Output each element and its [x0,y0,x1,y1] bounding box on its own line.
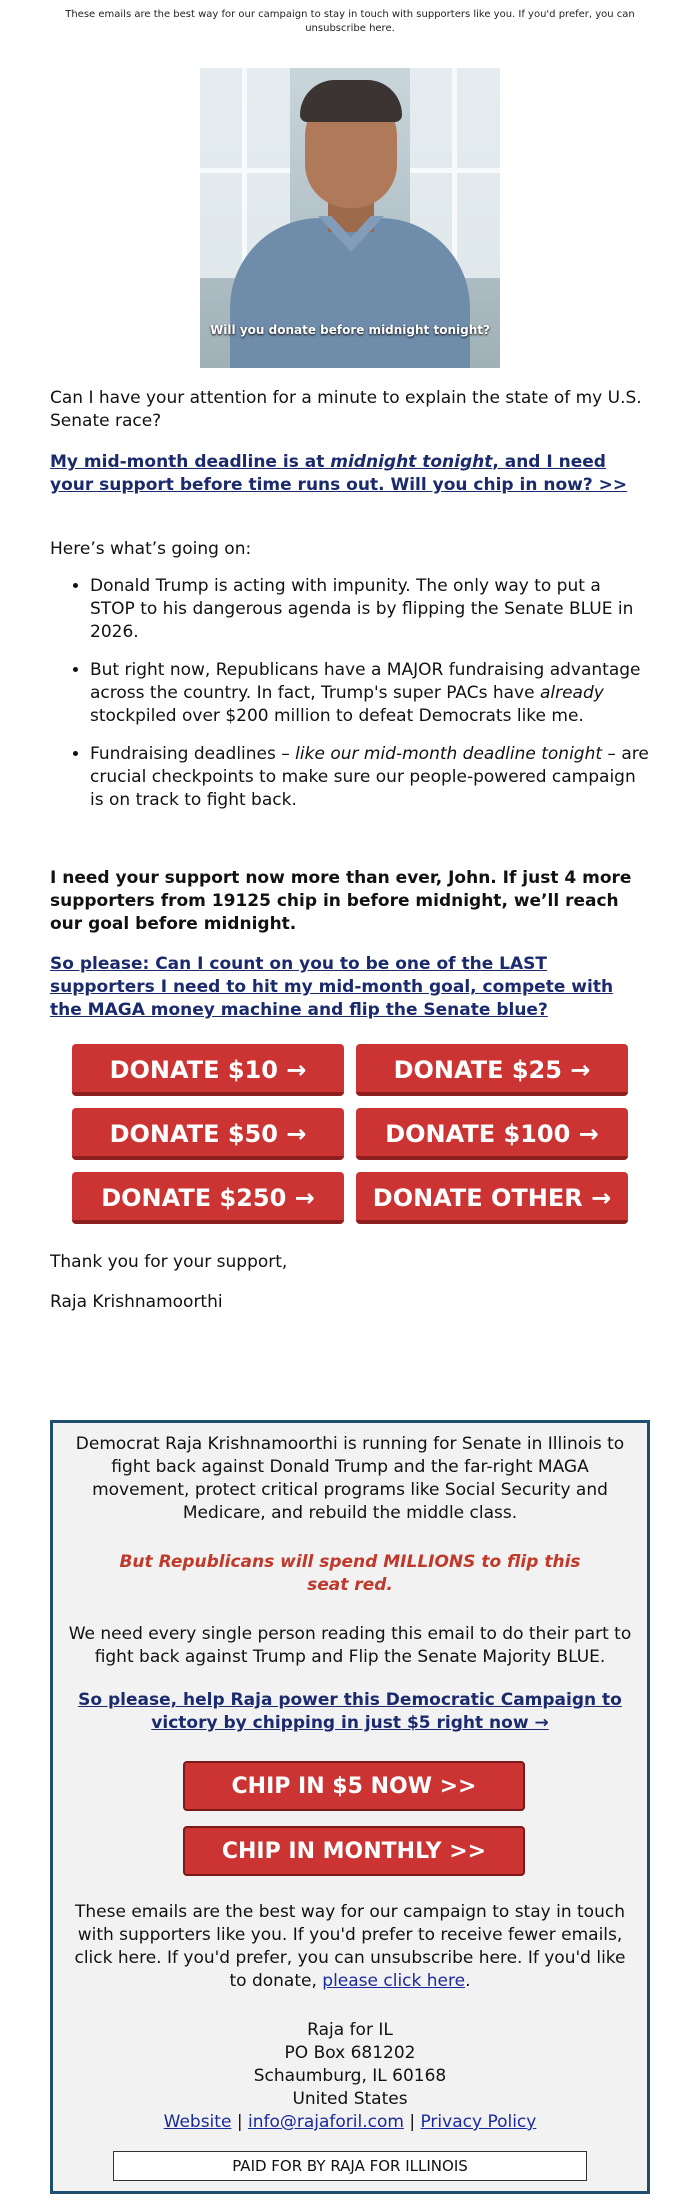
count-on-you-link[interactable]: So please: Can I count on you to be one of the LAST supporters I need to hit my mid-month goal, compete with the MAGA money machine and flip the Senate blue? [50,954,614,1020]
video-caption: Will you donate before midnight tonight? [210,323,490,337]
footer-links [65,2111,635,2134]
list-item [90,575,650,644]
footer-po-box: PO Box 681202 [284,2043,416,2063]
deadline-link-text: My mid-month deadline is at [50,452,331,472]
preheader-text: These emails are the best way for our campaign to stay in touch with supporters like you. If you'd prefer, you can unsubscribe here. [65,9,635,34]
intro-paragraph: Can I have your attention for a minute to explain the state of my U.S. Senate race? [50,388,642,431]
donate-10-button[interactable]: DONATE $10 → [72,1044,344,1096]
footer-about-text: Democrat Raja Krishnamoorthi is running for Senate in Illinois to fight back against Donald Trump and the far-right MAGA movement, protect critical programs like Social Security and Medicare, and rebuild the middle class. [75,1434,625,1523]
footer-legal-end: . [465,1971,471,1991]
list-item-emphasis: already [539,683,604,703]
email-link[interactable]: info@rajaforil.com [247,2112,404,2132]
list-item-emphasis: like our mid-month deadline tonight [295,744,603,764]
footer-box [50,1420,650,2194]
deadline-link-emphasis: midnight tonight [330,452,493,472]
footer-need-every-text: We need every single person reading this email to do their part to fight back against Trump and Flip the Senate Majority BLUE. [68,1624,632,1667]
candidate-hair [300,80,402,122]
footer-help-link[interactable]: So please, help Raja power this Democratic Campaign to victory by chipping in just $5 right now → [78,1690,622,1733]
paid-for-disclaimer: PAID FOR BY RAJA FOR ILLINOIS [113,2151,587,2181]
privacy-policy-link[interactable]: Privacy Policy [420,2112,537,2132]
donate-50-button[interactable]: DONATE $50 → [72,1108,344,1160]
reasons-list [50,575,650,827]
footer-link-separator: | [409,2112,416,2132]
list-item-text: Donald Trump is acting with impunity. The only way to put a STOP to his dangerous agenda is by flipping the Senate BLUE in 2026. [90,576,634,642]
footer-legal-copy: These emails are the best way for our campaign to stay in touch with supporters like you. If you'd prefer to receive fewer emails, click here. If you'd prefer, you can unsubscribe here. If you'd like to donate, [74,1902,626,1991]
footer-city: Schaumburg, IL 60168 [253,2066,447,2086]
candidate-video-thumbnail[interactable] [200,68,500,368]
window-mullion [452,68,457,278]
donate-250-button[interactable]: DONATE $250 → [72,1172,344,1224]
list-item [90,659,650,728]
need-support-paragraph: I need your support now more than ever, John. If just 4 more supporters from 19125 chip in before midnight, we’ll reach our goal before midnight. [50,868,632,934]
chip-in-monthly-button[interactable]: CHIP IN MONTHLY >> [183,1826,525,1876]
footer-org-name: Raja for IL [307,2020,393,2040]
list-item-text-end: – are crucial checkpoints to make sure our people-powered campaign is on track to fight back. [90,744,649,810]
list-item-text-end: stockpiled over $200 million to defeat Democrats like me. [90,706,584,726]
list-item-text: But right now, Republicans have a MAJOR fundraising advantage across the country. In fact, Trump's super PACs have [90,660,641,703]
chip-in-5-button[interactable]: CHIP IN $5 NOW >> [183,1761,525,1811]
footer-link-separator: | [236,2112,243,2132]
footer-address [65,2019,635,2134]
donate-100-button[interactable]: DONATE $100 → [356,1108,628,1160]
deadline-link-text-end: , and I need your support before time runs out. Will you chip in now? >> [50,452,628,495]
deadline-link[interactable] [50,451,650,497]
list-item-text: Fundraising deadlines – [90,744,296,764]
footer-country: United States [292,2089,408,2109]
donate-click-here-link[interactable]: please click here [322,1971,466,1991]
footer-legal-text [65,1901,635,1993]
signature-text: Raja Krishnamoorthi [50,1292,223,1312]
list-item [90,743,650,812]
window-mullion [200,168,290,173]
website-link[interactable]: Website [163,2112,232,2132]
donate-25-button[interactable]: DONATE $25 → [356,1044,628,1096]
window-mullion [242,68,247,278]
donate-other-button[interactable]: DONATE OTHER → [356,1172,628,1224]
window-mullion [410,168,500,173]
whats-going-on-heading: Here’s what’s going on: [50,539,252,559]
footer-warning-text: But Republicans will spend MILLIONS to flip this seat red. [119,1552,581,1595]
signoff-text: Thank you for your support, [50,1252,288,1272]
